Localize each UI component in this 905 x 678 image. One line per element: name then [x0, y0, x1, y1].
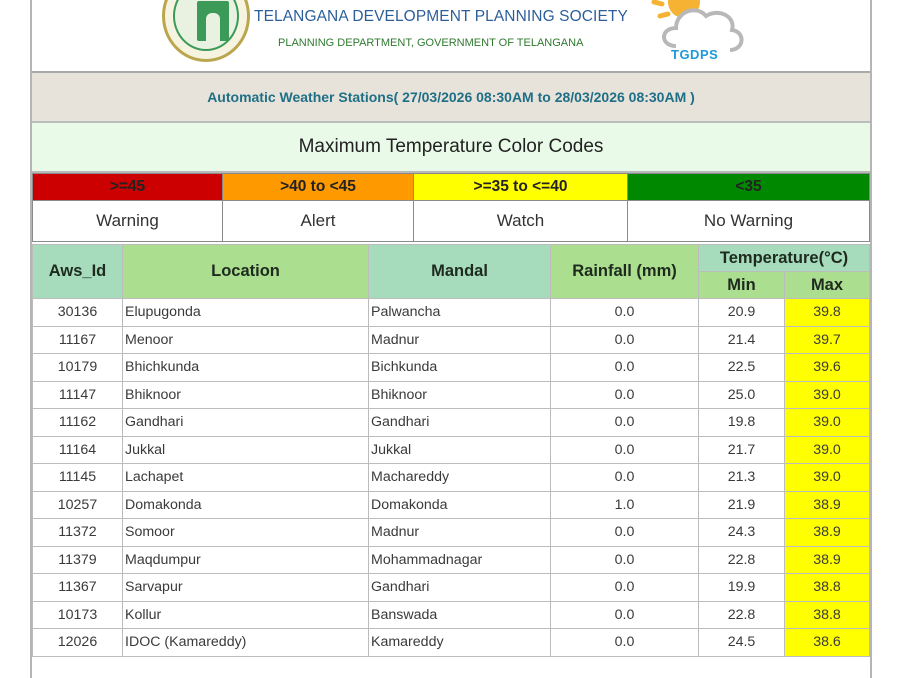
range-alert: >40 to <45	[223, 174, 414, 201]
cell-max-temp: 39.7	[785, 326, 870, 354]
cell-aws-id: 10257	[33, 491, 123, 519]
cell-aws-id: 30136	[33, 299, 123, 327]
cell-min-temp: 21.4	[699, 326, 785, 354]
cell-rainfall: 0.0	[551, 299, 699, 327]
cell-max-temp: 39.0	[785, 436, 870, 464]
color-codes-table	[32, 173, 870, 242]
weather-data-table	[32, 244, 870, 657]
col-header-temperature: Temperature(°C)	[699, 245, 870, 272]
cell-rainfall: 1.0	[551, 491, 699, 519]
cell-mandal: Machareddy	[369, 464, 551, 492]
cell-location: Menoor	[123, 326, 369, 354]
cell-location: Domakonda	[123, 491, 369, 519]
cell-location: Bhichkunda	[123, 354, 369, 382]
col-header-max: Max	[785, 272, 870, 299]
cell-rainfall: 0.0	[551, 326, 699, 354]
cell-rainfall: 0.0	[551, 436, 699, 464]
cell-aws-id: 11162	[33, 409, 123, 437]
col-header-rainfall: Rainfall (mm)	[551, 245, 699, 299]
cell-rainfall: 0.0	[551, 574, 699, 602]
cell-mandal: Bichkunda	[369, 354, 551, 382]
cell-rainfall: 0.0	[551, 546, 699, 574]
cell-aws-id: 11164	[33, 436, 123, 464]
cell-min-temp: 19.8	[699, 409, 785, 437]
table-row	[33, 299, 870, 327]
color-codes-title: Maximum Temperature Color Codes	[32, 123, 870, 173]
cell-rainfall: 0.0	[551, 381, 699, 409]
range-warning: >=45	[33, 174, 223, 201]
table-row	[33, 629, 870, 657]
cell-rainfall: 0.0	[551, 409, 699, 437]
cell-aws-id: 11145	[33, 464, 123, 492]
cell-rainfall: 0.0	[551, 464, 699, 492]
col-header-location: Location	[123, 245, 369, 299]
aws-period-text: Automatic Weather Stations( 27/03/2026 08:30AM to 28/03/2026 08:30AM )	[207, 89, 695, 105]
table-row	[33, 464, 870, 492]
cell-location: Gandhari	[123, 409, 369, 437]
cell-max-temp: 39.0	[785, 409, 870, 437]
cell-location: IDOC (Kamareddy)	[123, 629, 369, 657]
table-row	[33, 601, 870, 629]
cell-mandal: Mohammadnagar	[369, 546, 551, 574]
cell-aws-id: 10179	[33, 354, 123, 382]
cell-aws-id: 10173	[33, 601, 123, 629]
cell-location: Jukkal	[123, 436, 369, 464]
cell-min-temp: 22.5	[699, 354, 785, 382]
cell-rainfall: 0.0	[551, 601, 699, 629]
cell-mandal: Gandhari	[369, 574, 551, 602]
cell-mandal: Domakonda	[369, 491, 551, 519]
table-row	[33, 326, 870, 354]
cell-min-temp: 22.8	[699, 601, 785, 629]
cell-rainfall: 0.0	[551, 629, 699, 657]
cell-min-temp: 21.3	[699, 464, 785, 492]
page-container	[30, 0, 872, 678]
cell-max-temp: 39.0	[785, 381, 870, 409]
col-header-aws-id: Aws_Id	[33, 245, 123, 299]
cell-min-temp: 19.9	[699, 574, 785, 602]
col-header-mandal: Mandal	[369, 245, 551, 299]
cell-min-temp: 24.5	[699, 629, 785, 657]
cell-mandal: Gandhari	[369, 409, 551, 437]
cell-max-temp: 39.8	[785, 299, 870, 327]
table-row	[33, 354, 870, 382]
cell-mandal: Bhiknoor	[369, 381, 551, 409]
tgdps-logo-text: TGDPS	[671, 47, 719, 62]
cell-max-temp: 38.8	[785, 574, 870, 602]
cell-max-temp: 38.9	[785, 519, 870, 547]
cell-mandal: Banswada	[369, 601, 551, 629]
cell-mandal: Kamareddy	[369, 629, 551, 657]
label-warning: Warning	[33, 201, 223, 242]
table-row	[33, 409, 870, 437]
cell-location: Somoor	[123, 519, 369, 547]
cell-mandal: Madnur	[369, 326, 551, 354]
cell-min-temp: 20.9	[699, 299, 785, 327]
cell-mandal: Palwancha	[369, 299, 551, 327]
cell-min-temp: 25.0	[699, 381, 785, 409]
cell-max-temp: 39.6	[785, 354, 870, 382]
label-watch: Watch	[414, 201, 628, 242]
cell-mandal: Jukkal	[369, 436, 551, 464]
cell-location: Sarvapur	[123, 574, 369, 602]
cell-rainfall: 0.0	[551, 354, 699, 382]
cell-location: Bhiknoor	[123, 381, 369, 409]
table-row	[33, 381, 870, 409]
cell-min-temp: 21.7	[699, 436, 785, 464]
aws-period-banner	[32, 73, 870, 123]
cell-aws-id: 11379	[33, 546, 123, 574]
cell-aws-id: 11167	[33, 326, 123, 354]
site-header	[32, 0, 870, 73]
cell-location: Lachapet	[123, 464, 369, 492]
cell-aws-id: 11372	[33, 519, 123, 547]
cell-aws-id: 11367	[33, 574, 123, 602]
cell-max-temp: 38.9	[785, 491, 870, 519]
cell-location: Maqdumpur	[123, 546, 369, 574]
cell-location: Elupugonda	[123, 299, 369, 327]
cell-max-temp: 38.6	[785, 629, 870, 657]
cell-max-temp: 38.8	[785, 601, 870, 629]
col-header-min: Min	[699, 272, 785, 299]
org-title: TELANGANA DEVELOPMENT PLANNING SOCIETY	[254, 8, 628, 25]
org-subtitle: PLANNING DEPARTMENT, GOVERNMENT OF TELANGANA	[278, 37, 584, 49]
cell-max-temp: 38.9	[785, 546, 870, 574]
cell-min-temp: 24.3	[699, 519, 785, 547]
cell-location: Kollur	[123, 601, 369, 629]
table-row	[33, 546, 870, 574]
cell-min-temp: 21.9	[699, 491, 785, 519]
range-no-warning: <35	[628, 174, 870, 201]
table-row	[33, 436, 870, 464]
cell-min-temp: 22.8	[699, 546, 785, 574]
cell-mandal: Madnur	[369, 519, 551, 547]
table-row	[33, 574, 870, 602]
table-row	[33, 491, 870, 519]
range-watch: >=35 to <=40	[414, 174, 628, 201]
cell-max-temp: 39.0	[785, 464, 870, 492]
cell-aws-id: 12026	[33, 629, 123, 657]
cell-rainfall: 0.0	[551, 519, 699, 547]
label-alert: Alert	[223, 201, 414, 242]
cell-aws-id: 11147	[33, 381, 123, 409]
label-no-warning: No Warning	[628, 201, 870, 242]
telangana-emblem-icon	[162, 0, 250, 62]
table-row	[33, 519, 870, 547]
